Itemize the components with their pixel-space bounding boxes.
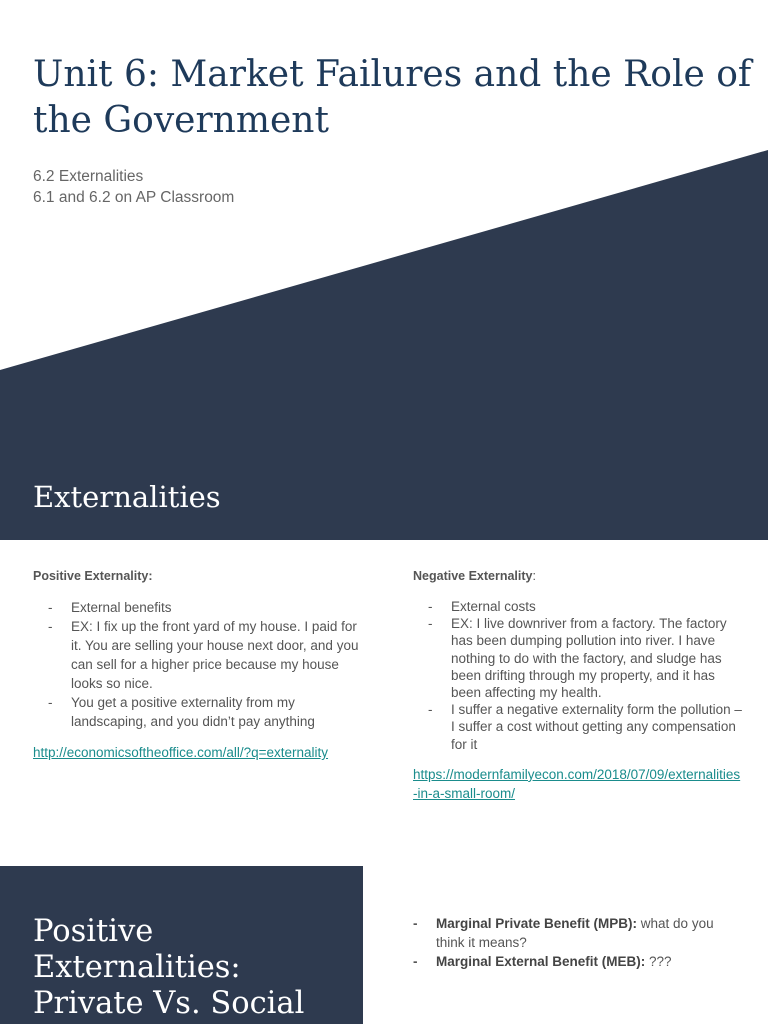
list-item: - EX: I live downriver from a factory. The factory has been dumping pollution into river. I have nothing to do with the factory, and sludge has been drifting through my property, and it has been affecting my health. (413, 615, 743, 701)
modern-family-econ-link[interactable]: https://modernfamilyecon.com/2018/07/09/externalities-in-a-small-room/ (413, 766, 741, 801)
list-item: - I suffer a negative externality form the pollution – I suffer a cost without getting any compensation for it (413, 701, 743, 753)
negative-externality-column (413, 567, 743, 803)
unit-subtitle (33, 166, 234, 208)
positive-externality-column (33, 567, 363, 762)
subtitle-line: 6.1 and 6.2 on AP Classroom (33, 189, 235, 206)
slide-title: Positive Externalities: Private Vs. Social (33, 914, 305, 1021)
economics-of-office-link[interactable]: http://economicsoftheoffice.com/all/?q=externality (33, 745, 329, 760)
list-item: - You get a positive externality from my landscaping, and you didn’t pay anything (33, 693, 363, 731)
private-vs-social-slide (0, 866, 768, 1024)
marginal-benefit-list (413, 914, 743, 971)
externalities-slide (0, 540, 768, 866)
title-panel (0, 866, 363, 1024)
list-item: - Marginal External Benefit (MEB): ??? (413, 952, 743, 971)
column-heading: Negative Externality: (413, 569, 536, 583)
list-item: - External benefits (33, 598, 363, 617)
unit-title: Unit 6: Market Failures and the Role of the Government (33, 54, 752, 141)
column-heading: Positive Externality: (33, 569, 153, 583)
bullet-list (33, 598, 363, 731)
list-item: - Marginal Private Benefit (MPB): what do you think it means? (413, 914, 743, 952)
section-title: Externalities (33, 480, 221, 514)
list-item: - External costs (413, 598, 743, 615)
list-item: - EX: I fix up the front yard of my house. I paid for it. You are selling your house next door, and you can sell for a higher price because my house looks so nice. (33, 617, 363, 693)
bullet-list (413, 598, 743, 753)
subtitle-line: 6.2 Externalities (33, 168, 144, 185)
